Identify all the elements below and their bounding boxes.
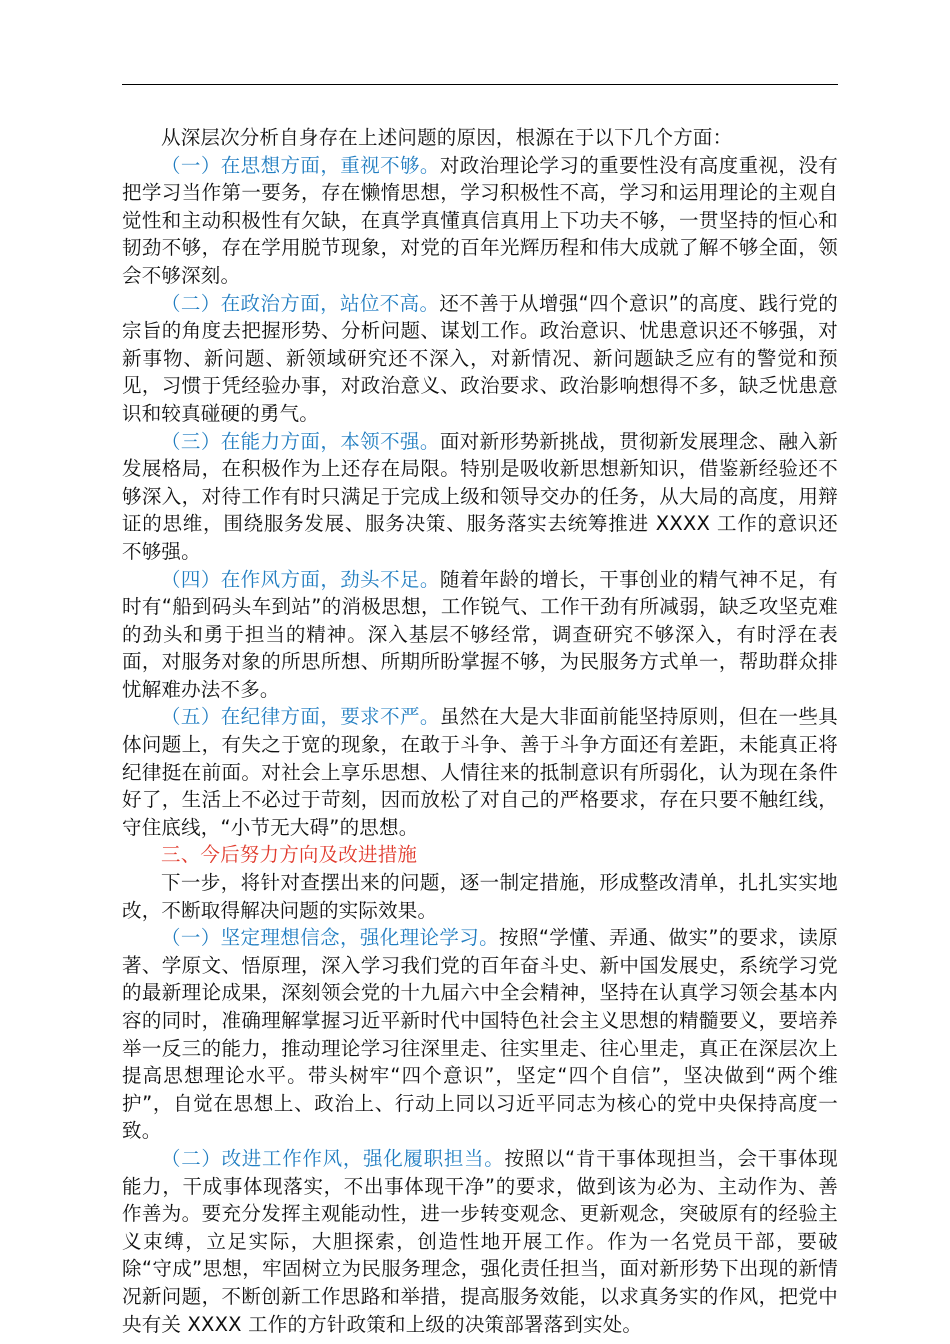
measure-heading: （一）坚定理想信念，强化理论学习。 bbox=[161, 926, 500, 950]
measure-body: 按照“学懂、弄通、做实”的要求，读原著、学原文、悟原理，深入学习我们党的百年奋斗史、新中国发展史，系统学习党的最新理论成果，深刻领会党的十九届六中全会精神，坚持在认真学习领会基本内容的同时，准确理解掌握习近平新时代中国特色社会主义思想的精髓要义，要培养举一反三的能力，推动理论学习往深里走、往实里走、往心里走，真正在深层次上提高思想理论水平。带头树牢“四个意识”，坚定“四个自信”，坚决做到“两个维护”，自觉在思想上、政治上、行动上同以习近平同志为核心的党中央保持高度一致。 bbox=[122, 926, 838, 1143]
cause-heading: （一）在思想方面，重视不够。 bbox=[161, 153, 440, 177]
intro-paragraph: 从深层次分析自身存在上述问题的原因，根源在于以下几个方面： bbox=[161, 126, 733, 149]
cause-body: 还不善于从增强“四个意识”的高度、践行党的宗旨的角度去把握形势、分析问题、谋划工作。政治意识、忧患意识还不够强，对新事物、新问题、新领域研究还不深入，对新情况、新问题缺乏应有的警觉和预见，习惯于凭经验办事，对政治意义、政治要求、政治影响想得不多，缺乏忧患意识和较真碰硬的勇气。 bbox=[122, 291, 838, 425]
cause-paragraph bbox=[122, 290, 838, 428]
cause-body: 虽然在大是大非面前能坚持原则，但在一些具体问题上，有失之于宽的现象，在敢于斗争、善于斗争方面还有差距，未能真正将纪律挺在前面。对社会上享乐思想、人情往来的抵制意识有所弱化，认为现在条件好了，生活上不必过于苛刻，因而放松了对自己的严格要求，存在只要不触红线，守住底线，“小节无大碍”的思想。 bbox=[122, 705, 838, 839]
measure-paragraph bbox=[122, 924, 838, 1145]
section-3-intro: 下一步，将针对查摆出来的问题，逐一制定措施，形成整改清单，扎扎实实地改，不断取得解决问题的实际效果。 bbox=[122, 871, 838, 922]
header-rule bbox=[122, 84, 838, 85]
measure-body: 按照以“肯干事体现担当，会干事体现能力，干成事体现落实，不出事体现干净”的要求，做到该为必为、主动作为、善作善为。要充分发挥主观能动性，进一步转变观念、更新观念，突破原有的经验主义束缚，立足实际，大胆探索，创造性地开展工作。作为一名党员干部，要破除“守成”思想，牢固树立为民服务理念，强化责任担当，面对新形势下出现的新情况新问题，不断创新工作思路和举措，提高服务效能，以求真务实的作风，把党中央有关 XXXX 工作的方针政策和上级的决策部署落到实处。 bbox=[122, 1146, 838, 1336]
section-3-title: 三、今后努力方向及改进措施 bbox=[161, 843, 418, 867]
cause-heading: （四）在作风方面，劲头不足。 bbox=[161, 567, 440, 591]
cause-heading: （三）在能力方面，本领不强。 bbox=[161, 429, 440, 453]
cause-body: 对政治理论学习的重要性没有高度重视，没有把学习当作第一要务，存在懒惰思想，学习积极性不高，学习和运用理论的主观自觉性和主动积极性有欠缺，在真学真懂真信真用上下功夫不够，一贯坚持的恒心和韧劲不够，存在学用脱节现象，对党的百年光辉历程和伟大成就了解不够全面，领会不够深刻。 bbox=[122, 153, 838, 287]
cause-paragraph bbox=[122, 703, 838, 841]
cause-heading: （五）在纪律方面，要求不严。 bbox=[161, 705, 440, 729]
cause-body: 面对新形势新挑战，贯彻新发展理念、融入新发展格局，在积极作为上还存在局限。特别是吸收新思想新知识，借鉴新经验还不够深入，对待工作有时只满足于完成上级和领导交办的任务，从大局的高度，用辩证的思维，围绕服务发展、服务决策、服务落实去统筹推进 XXXX 工作的意识还不够强。 bbox=[122, 429, 838, 563]
cause-heading: （二）在政治方面，站位不高。 bbox=[161, 291, 440, 315]
cause-paragraph bbox=[122, 566, 838, 704]
cause-paragraph bbox=[122, 428, 838, 566]
cause-paragraph bbox=[122, 152, 838, 290]
measure-paragraph bbox=[122, 1145, 838, 1338]
measure-heading: （二）改进工作作风，强化履职担当。 bbox=[161, 1146, 505, 1170]
document-body bbox=[122, 124, 838, 1338]
cause-body: 随着年龄的增长，干事创业的精气神不足，有时有“船到码头车到站”的消极思想，工作锐气、工作干劲有所减弱，缺乏攻坚克难的劲头和勇于担当的精神。深入基层不够经常，调查研究不够深入，有时浮在表面，对服务对象的所思所想、所期所盼掌握不够，为民服务方式单一，帮助群众排忧解难办法不多。 bbox=[122, 567, 838, 701]
